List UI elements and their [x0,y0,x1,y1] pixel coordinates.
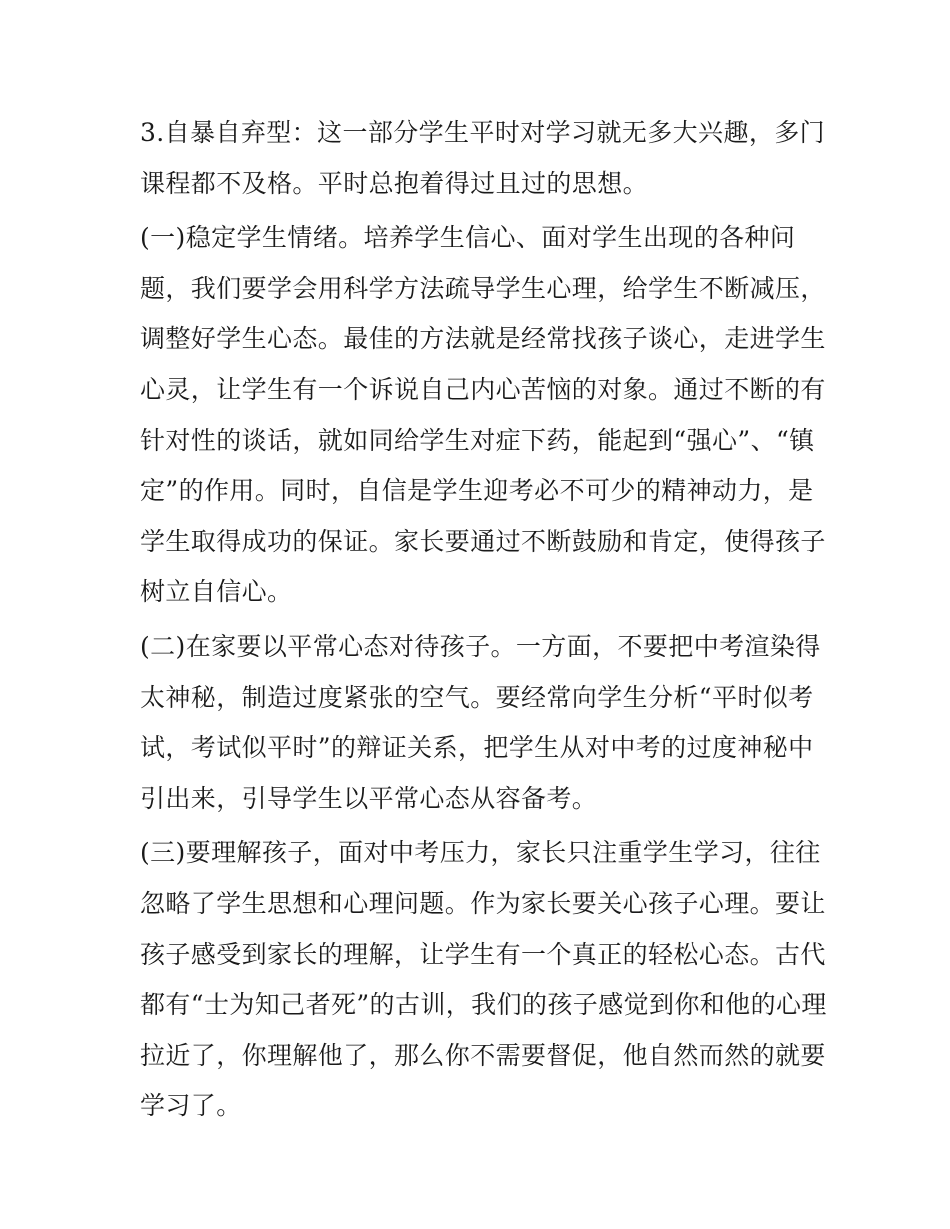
text-line: 忽略了学生思想和心理问题。作为家长要关心孩子心理。要让 [140,888,826,918]
text-line: (二)在家要以平常心态对待孩子。一方面，不要把中考渲染得 [140,631,821,661]
document-body [140,108,827,1136]
text-line: 孩子感受到家长的理解，让学生有一个真正的轻松心态。古代 [140,939,826,969]
paragraph-normal-attitude [140,622,821,824]
text-line: 心灵，让学生有一个诉说自己内心苦恼的对象。通过不断的有 [140,374,826,404]
text-line: (三)要理解孩子，面对中考压力，家长只注重学生学习，往往 [140,838,821,868]
text-line: 太神秘，制造过度紧张的空气。要经常向学生分析“平时似考 [140,682,814,712]
text-line: 学生取得成功的保证。家长要通过不断鼓励和肯定，使得孩子 [140,526,826,556]
text-line: 都有“士为知己者死”的古训，我们的孩子感觉到你和他的心理 [140,990,827,1020]
text-line: 3.自暴自弃型：这一部分学生平时对学习就无多大兴趣，多门 [140,118,826,147]
text-line: 试，考试似平时”的辩证关系，把学生从对中考的过度神秘中 [140,733,814,763]
text-line: 题，我们要学会用科学方法疏导学生心理，给学生不断减压， [140,273,826,303]
text-line: 调整好学生心态。最佳的方法就是经常找孩子谈心，走进学生 [140,324,826,354]
text-line: 学习了。 [140,1091,242,1121]
text-line: (一)稳定学生情绪。培养学生信心、面对学生出现的各种问 [140,223,796,253]
paragraph-stabilize-emotions [140,213,826,618]
paragraph-understand-child [140,828,827,1132]
text-line: 树立自信心。 [140,577,293,607]
text-line: 引出来，引导学生以平常心态从容备考。 [140,783,598,813]
text-line: 课程都不及格。平时总抱着得过且过的思想。 [140,168,649,198]
text-line: 针对性的谈话，就如同给学生对症下药，能起到“强心”、“镇 [140,425,815,455]
paragraph-self-abandon-type [140,108,826,209]
text-line: 拉近了，你理解他了，那么你不需要督促，他自然而然的就要 [140,1040,826,1070]
text-line: 定”的作用。同时，自信是学生迎考必不可少的精神动力，是 [140,476,814,506]
